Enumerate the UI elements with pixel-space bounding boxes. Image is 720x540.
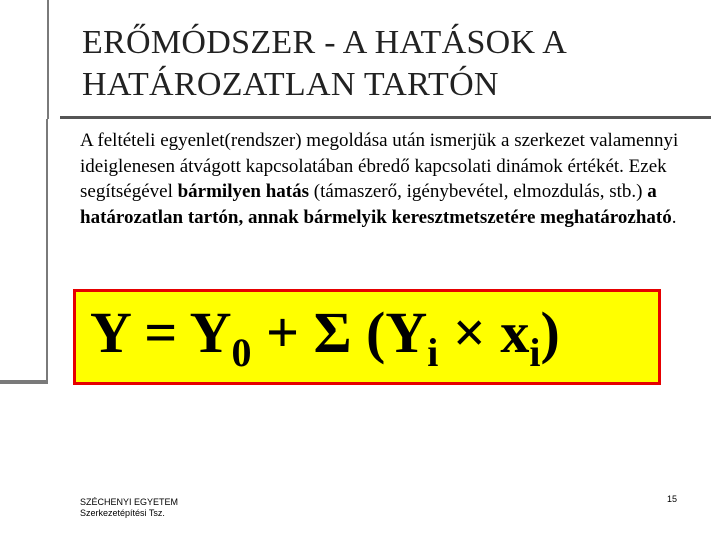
formula-sub-i-2: i [529, 330, 541, 375]
body-paragraph [80, 128, 680, 230]
body-text-3: . [671, 206, 677, 228]
footer-institution: SZÉCHENYI EGYETEM [80, 497, 179, 507]
body-text-1: A feltételi egyenlet(rendszer) megoldása után ismerjük a szerkezet valamennyi ideiglenesen átvágott kapcsolatában ébredő kapcsolati dinámok értékét. Ezek segítségével [80, 130, 679, 202]
formula-times: × x [438, 300, 530, 365]
left-decor-bar [0, 380, 48, 384]
slide-title: ERŐMÓDSZER - A HATÁSOK A HATÁROZATLAN TARTÓN [82, 24, 566, 103]
formula [90, 298, 560, 375]
body-text-2: (támaszerő, igénybevétel, elmozdulás, stb.) [309, 181, 648, 202]
left-decor-line-lower [46, 119, 48, 384]
formula-close: ) [540, 300, 560, 365]
footer [80, 497, 178, 519]
formula-lhs: Y = Y [90, 300, 232, 365]
body-bold-2: a határozatlan tartón, annak bármelyik keresztmetszetére meghatározható [80, 181, 672, 228]
title-divider [60, 116, 711, 119]
formula-mid: + Σ (Y [251, 300, 428, 365]
footer-department: Szerkezetépítési Tsz. [80, 508, 165, 518]
formula-box [73, 289, 661, 385]
formula-sub-0: 0 [231, 330, 252, 375]
body-bold-1: bármilyen hatás [177, 181, 310, 202]
left-decor-line [47, 0, 49, 119]
page-number: 15 [667, 494, 678, 504]
formula-sub-i-1: i [427, 330, 439, 375]
